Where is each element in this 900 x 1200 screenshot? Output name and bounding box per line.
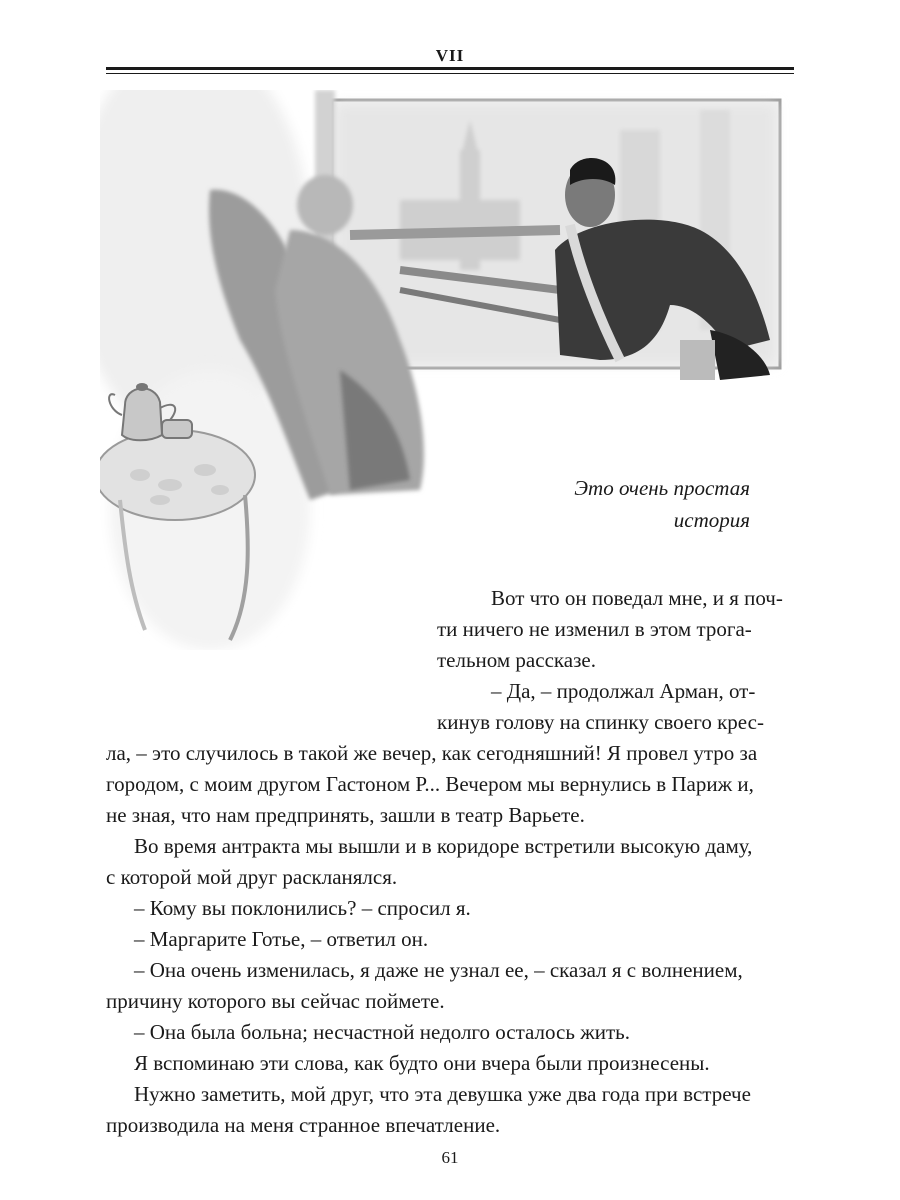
caption-line: история <box>673 508 750 532</box>
text-line: не зная, что нам предпринять, зашли в театр Варьете. <box>106 803 585 827</box>
text-line: городом, с моим другом Гастоном Р... Вечером мы вернулись в Париж и, <box>106 772 754 796</box>
page-number: 61 <box>441 1148 459 1167</box>
text-column-narrow <box>437 583 794 738</box>
text-column-full <box>106 738 794 1141</box>
text-line: – Кому вы поклонились? – спросил я. <box>134 896 471 920</box>
text-line: – Маргарите Готье, – ответил он. <box>134 927 429 951</box>
text-line: – Она очень изменилась, я даже не узнал ее, – сказал я с волнением, <box>134 958 743 982</box>
text-line: ла, – это случилось в такой же вечер, как сегодняшний! Я провел утро за <box>106 741 758 765</box>
text-line: ти ничего не изменил в этом трога- <box>437 617 752 641</box>
text-line: с которой мой друг раскланялся. <box>106 865 398 889</box>
header-rule-thin <box>106 73 794 74</box>
text-line: – Да, – продолжал Арман, от- <box>491 679 756 703</box>
header-rule-thick <box>106 67 794 70</box>
illustration-caption <box>490 472 750 536</box>
text-line: кинув голову на спинку своего крес- <box>437 710 764 734</box>
text-line: Я вспоминаю эти слова, как будто они вчера были произнесены. <box>134 1051 710 1075</box>
chapter-header: VII <box>435 46 465 65</box>
text-line: причину которого вы сейчас поймете. <box>106 989 445 1013</box>
caption-line: Это очень простая <box>574 476 750 500</box>
illustration <box>100 90 790 650</box>
text-line: Нужно заметить, мой друг, что эта девушка уже два года при встрече <box>134 1082 751 1106</box>
text-line: Вот что он поведал мне, и я поч- <box>491 586 783 610</box>
text-line: – Она была больна; несчастной недолго осталось жить. <box>134 1020 630 1044</box>
text-line: производила на меня странное впечатление. <box>106 1113 501 1137</box>
text-line: Во время антракта мы вышли и в коридоре встретили высокую даму, <box>134 834 753 858</box>
text-line: тельном рассказе. <box>437 648 596 672</box>
